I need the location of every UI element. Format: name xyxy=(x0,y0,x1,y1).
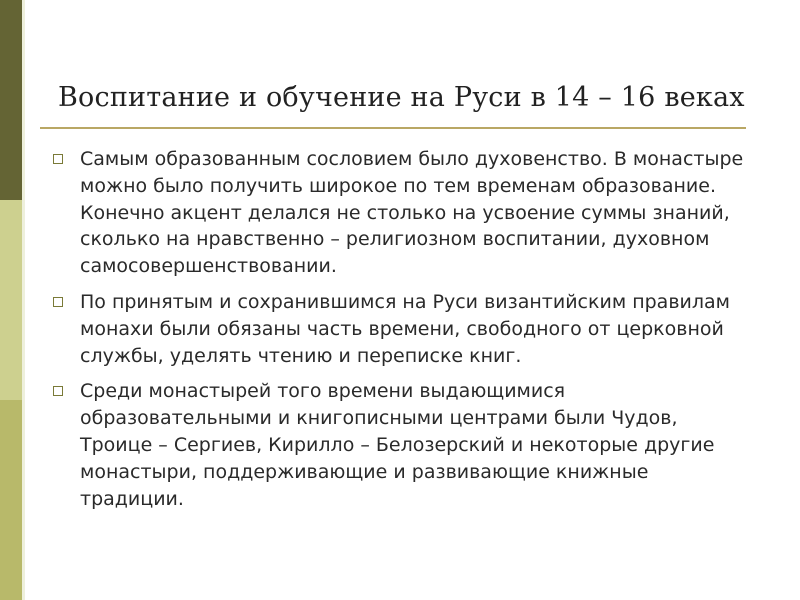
slide-content xyxy=(50,146,750,521)
bullet-text: Самым образованным сословием было духовенство. В монастыре можно было получить широкое по тем временам образование. Конечно акцент делался не столько на усвоение суммы знаний, сколько на нравственно – религиозном воспитании, духовном самосовершенствовании. xyxy=(80,148,744,278)
side-bar-edge xyxy=(22,0,25,600)
bullet-text: По принятым и сохранившимся на Руси византийским правилам монахи были обязаны часть времени, свободного от церковной службы, уделять чтению и переписке книг. xyxy=(80,290,730,367)
hollow-square-bullet-icon xyxy=(53,297,63,307)
slide-side-bar xyxy=(0,0,22,600)
bullet-item xyxy=(50,146,750,280)
hollow-square-bullet-icon xyxy=(53,386,63,396)
side-bar-dark-segment xyxy=(0,0,22,200)
side-bar-light-segment xyxy=(0,200,22,400)
title-underline xyxy=(40,127,746,129)
hollow-square-bullet-icon xyxy=(53,154,63,164)
side-bar-mid-segment xyxy=(0,400,22,600)
bullet-text: Среди монастырей того времени выдающимися образовательными и книгописными центрами были Чудов, Троице – Сергиев, Кирилло – Белозерский и некоторые другие монастыри, поддерживающие и развивающие книжные традиции. xyxy=(80,380,715,510)
slide-title: Воспитание и обучение на Руси в 14 – 16 веках xyxy=(58,82,745,113)
bullet-item xyxy=(50,289,750,369)
bullet-item xyxy=(50,378,750,512)
